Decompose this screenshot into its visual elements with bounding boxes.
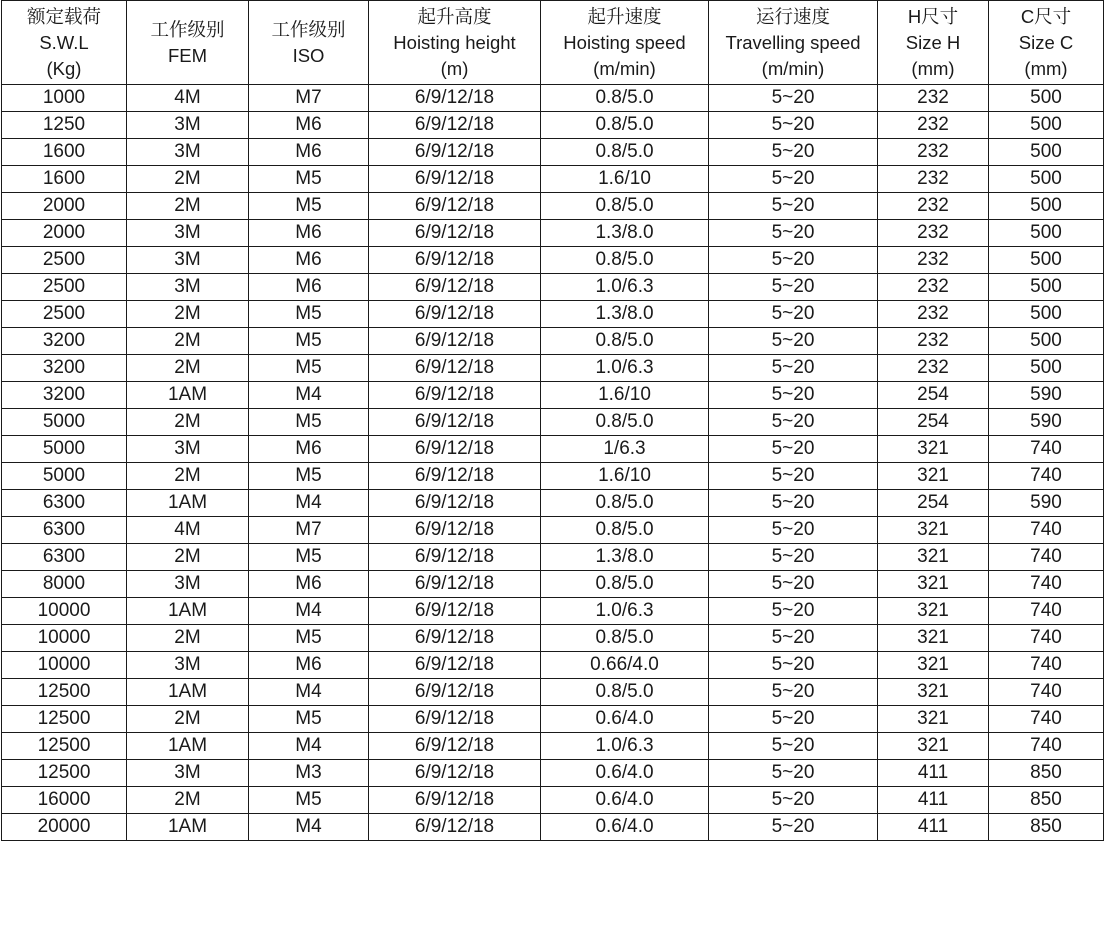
cell-hoisting-height: 6/9/12/18 — [369, 787, 541, 814]
table-row — [2, 571, 1104, 598]
table-row — [2, 355, 1104, 382]
cell-fem-class: 3M — [127, 760, 249, 787]
cell-hoisting-height: 6/9/12/18 — [369, 112, 541, 139]
cell-fem-class: 1AM — [127, 598, 249, 625]
cell-fem-class: 3M — [127, 571, 249, 598]
cell-size-c: 500 — [989, 247, 1104, 274]
cell-travelling-speed: 5~20 — [709, 733, 878, 760]
cell-size-h: 232 — [878, 220, 989, 247]
cell-hoisting-height: 6/9/12/18 — [369, 247, 541, 274]
cell-size-c: 740 — [989, 598, 1104, 625]
cell-travelling-speed: 5~20 — [709, 328, 878, 355]
cell-size-h: 321 — [878, 679, 989, 706]
header-size-c-cn: C尺寸 — [1020, 5, 1072, 27]
cell-travelling-speed: 5~20 — [709, 85, 878, 112]
cell-fem-class: 2M — [127, 355, 249, 382]
header-hoisting-speed-unit: (m/min) — [593, 57, 656, 79]
cell-hoisting-speed: 0.6/4.0 — [541, 760, 709, 787]
cell-size-h: 321 — [878, 652, 989, 679]
cell-fem-class: 4M — [127, 517, 249, 544]
header-hoisting-height-unit: (m) — [440, 57, 469, 79]
table-row — [2, 463, 1104, 490]
cell-travelling-speed: 5~20 — [709, 814, 878, 841]
cell-hoisting-speed: 0.8/5.0 — [541, 517, 709, 544]
cell-swl: 1600 — [2, 166, 127, 193]
header-iso-en: ISO — [292, 44, 325, 66]
cell-swl: 12500 — [2, 679, 127, 706]
cell-hoisting-height: 6/9/12/18 — [369, 166, 541, 193]
header-travelling-speed — [709, 1, 878, 85]
cell-travelling-speed: 5~20 — [709, 517, 878, 544]
cell-travelling-speed: 5~20 — [709, 436, 878, 463]
header-iso — [249, 1, 369, 85]
cell-fem-class: 2M — [127, 409, 249, 436]
cell-size-h: 232 — [878, 328, 989, 355]
cell-size-c: 850 — [989, 814, 1104, 841]
cell-iso-class: M5 — [249, 355, 369, 382]
cell-hoisting-speed: 0.8/5.0 — [541, 139, 709, 166]
header-travelling-speed-unit: (m/min) — [761, 57, 825, 79]
cell-size-c: 740 — [989, 706, 1104, 733]
cell-iso-class: M7 — [249, 517, 369, 544]
cell-hoisting-height: 6/9/12/18 — [369, 193, 541, 220]
header-size-h-cn: H尺寸 — [907, 5, 959, 27]
cell-hoisting-speed: 1.3/8.0 — [541, 220, 709, 247]
cell-hoisting-speed: 0.8/5.0 — [541, 571, 709, 598]
cell-iso-class: M5 — [249, 544, 369, 571]
table-row — [2, 490, 1104, 517]
table-row — [2, 706, 1104, 733]
header-swl-cn: 额定载荷 — [26, 5, 101, 27]
cell-size-h: 411 — [878, 814, 989, 841]
cell-fem-class: 2M — [127, 706, 249, 733]
cell-hoisting-height: 6/9/12/18 — [369, 625, 541, 652]
cell-fem-class: 1AM — [127, 814, 249, 841]
cell-travelling-speed: 5~20 — [709, 247, 878, 274]
cell-hoisting-speed: 1.6/10 — [541, 382, 709, 409]
table-row — [2, 166, 1104, 193]
cell-hoisting-speed: 1/6.3 — [541, 436, 709, 463]
header-size-h-unit: (mm) — [911, 57, 955, 79]
cell-swl: 3200 — [2, 355, 127, 382]
cell-size-c: 590 — [989, 382, 1104, 409]
cell-size-h: 232 — [878, 301, 989, 328]
crane-spec-table — [1, 0, 1104, 841]
cell-size-h: 321 — [878, 706, 989, 733]
cell-size-h: 232 — [878, 85, 989, 112]
cell-size-c: 740 — [989, 517, 1104, 544]
cell-iso-class: M6 — [249, 652, 369, 679]
cell-size-c: 740 — [989, 679, 1104, 706]
header-hoisting-height-cn: 起升高度 — [417, 5, 492, 27]
cell-swl: 6300 — [2, 490, 127, 517]
cell-iso-class: M6 — [249, 247, 369, 274]
cell-size-c: 850 — [989, 760, 1104, 787]
cell-iso-class: M5 — [249, 166, 369, 193]
header-fem — [127, 1, 249, 85]
cell-hoisting-height: 6/9/12/18 — [369, 760, 541, 787]
cell-swl: 8000 — [2, 571, 127, 598]
cell-fem-class: 1AM — [127, 490, 249, 517]
cell-size-c: 500 — [989, 274, 1104, 301]
cell-swl: 1250 — [2, 112, 127, 139]
cell-size-h: 254 — [878, 382, 989, 409]
header-hoisting-speed-en: Hoisting speed — [563, 31, 686, 53]
cell-hoisting-height: 6/9/12/18 — [369, 328, 541, 355]
header-hoisting-height-en: Hoisting height — [393, 31, 516, 53]
table-row — [2, 598, 1104, 625]
cell-size-h: 321 — [878, 436, 989, 463]
cell-size-h: 321 — [878, 463, 989, 490]
cell-iso-class: M6 — [249, 112, 369, 139]
cell-iso-class: M6 — [249, 220, 369, 247]
table-row — [2, 625, 1104, 652]
cell-hoisting-height: 6/9/12/18 — [369, 463, 541, 490]
cell-swl: 2500 — [2, 301, 127, 328]
cell-fem-class: 3M — [127, 112, 249, 139]
cell-hoisting-speed: 0.8/5.0 — [541, 193, 709, 220]
header-hoisting-speed — [541, 1, 709, 85]
cell-size-c: 500 — [989, 328, 1104, 355]
cell-iso-class: M6 — [249, 436, 369, 463]
table-body — [2, 85, 1104, 841]
cell-hoisting-speed: 1.6/10 — [541, 463, 709, 490]
cell-fem-class: 1AM — [127, 382, 249, 409]
cell-travelling-speed: 5~20 — [709, 706, 878, 733]
table-row — [2, 760, 1104, 787]
header-travelling-speed-cn: 运行速度 — [755, 5, 830, 27]
cell-swl: 3200 — [2, 328, 127, 355]
cell-iso-class: M5 — [249, 625, 369, 652]
cell-swl: 5000 — [2, 409, 127, 436]
cell-size-h: 232 — [878, 139, 989, 166]
header-hoisting-speed-cn: 起升速度 — [587, 5, 662, 27]
cell-hoisting-height: 6/9/12/18 — [369, 733, 541, 760]
cell-hoisting-height: 6/9/12/18 — [369, 436, 541, 463]
cell-travelling-speed: 5~20 — [709, 679, 878, 706]
header-size-h-en: Size H — [905, 31, 961, 53]
cell-swl: 10000 — [2, 598, 127, 625]
cell-travelling-speed: 5~20 — [709, 193, 878, 220]
cell-fem-class: 2M — [127, 463, 249, 490]
cell-hoisting-speed: 1.6/10 — [541, 166, 709, 193]
cell-fem-class: 1AM — [127, 733, 249, 760]
cell-iso-class: M4 — [249, 733, 369, 760]
cell-hoisting-speed: 1.0/6.3 — [541, 733, 709, 760]
cell-iso-class: M5 — [249, 328, 369, 355]
cell-travelling-speed: 5~20 — [709, 301, 878, 328]
cell-fem-class: 2M — [127, 544, 249, 571]
cell-travelling-speed: 5~20 — [709, 274, 878, 301]
cell-hoisting-height: 6/9/12/18 — [369, 598, 541, 625]
cell-fem-class: 3M — [127, 436, 249, 463]
cell-fem-class: 4M — [127, 85, 249, 112]
header-swl — [2, 1, 127, 85]
cell-hoisting-height: 6/9/12/18 — [369, 85, 541, 112]
cell-hoisting-height: 6/9/12/18 — [369, 220, 541, 247]
cell-iso-class: M4 — [249, 598, 369, 625]
cell-hoisting-speed: 0.8/5.0 — [541, 409, 709, 436]
table-row — [2, 409, 1104, 436]
cell-hoisting-speed: 0.8/5.0 — [541, 112, 709, 139]
cell-hoisting-speed: 0.6/4.0 — [541, 814, 709, 841]
cell-hoisting-speed: 1.3/8.0 — [541, 544, 709, 571]
table-row — [2, 436, 1104, 463]
cell-iso-class: M6 — [249, 571, 369, 598]
cell-hoisting-speed: 0.6/4.0 — [541, 706, 709, 733]
cell-size-c: 500 — [989, 85, 1104, 112]
cell-size-h: 321 — [878, 517, 989, 544]
table-row — [2, 139, 1104, 166]
cell-hoisting-height: 6/9/12/18 — [369, 571, 541, 598]
cell-swl: 2000 — [2, 193, 127, 220]
cell-hoisting-speed: 0.66/4.0 — [541, 652, 709, 679]
cell-size-h: 232 — [878, 355, 989, 382]
cell-hoisting-speed: 0.6/4.0 — [541, 787, 709, 814]
header-fem-en: FEM — [167, 44, 208, 66]
cell-iso-class: M5 — [249, 193, 369, 220]
cell-iso-class: M5 — [249, 706, 369, 733]
cell-iso-class: M5 — [249, 463, 369, 490]
cell-iso-class: M3 — [249, 760, 369, 787]
cell-size-c: 590 — [989, 409, 1104, 436]
cell-hoisting-height: 6/9/12/18 — [369, 274, 541, 301]
cell-hoisting-height: 6/9/12/18 — [369, 301, 541, 328]
cell-swl: 5000 — [2, 463, 127, 490]
cell-hoisting-height: 6/9/12/18 — [369, 679, 541, 706]
cell-swl: 10000 — [2, 652, 127, 679]
cell-swl: 1000 — [2, 85, 127, 112]
cell-iso-class: M4 — [249, 490, 369, 517]
cell-size-c: 740 — [989, 571, 1104, 598]
table-row — [2, 112, 1104, 139]
cell-fem-class: 3M — [127, 139, 249, 166]
header-size-c-en: Size C — [1018, 31, 1074, 53]
cell-hoisting-speed: 0.8/5.0 — [541, 85, 709, 112]
cell-size-h: 254 — [878, 409, 989, 436]
cell-hoisting-height: 6/9/12/18 — [369, 544, 541, 571]
table-row — [2, 787, 1104, 814]
table-header — [2, 1, 1104, 85]
cell-hoisting-speed: 0.8/5.0 — [541, 625, 709, 652]
cell-size-h: 321 — [878, 544, 989, 571]
cell-size-c: 500 — [989, 220, 1104, 247]
cell-swl: 20000 — [2, 814, 127, 841]
header-hoisting-height — [369, 1, 541, 85]
cell-travelling-speed: 5~20 — [709, 139, 878, 166]
cell-travelling-speed: 5~20 — [709, 571, 878, 598]
cell-hoisting-height: 6/9/12/18 — [369, 706, 541, 733]
cell-size-h: 232 — [878, 247, 989, 274]
cell-iso-class: M7 — [249, 85, 369, 112]
cell-size-h: 321 — [878, 733, 989, 760]
cell-travelling-speed: 5~20 — [709, 355, 878, 382]
cell-travelling-speed: 5~20 — [709, 787, 878, 814]
header-size-h — [878, 1, 989, 85]
cell-hoisting-speed: 0.8/5.0 — [541, 247, 709, 274]
cell-size-h: 411 — [878, 787, 989, 814]
cell-size-h: 232 — [878, 193, 989, 220]
cell-hoisting-height: 6/9/12/18 — [369, 517, 541, 544]
cell-size-c: 740 — [989, 652, 1104, 679]
cell-travelling-speed: 5~20 — [709, 112, 878, 139]
cell-swl: 12500 — [2, 706, 127, 733]
cell-travelling-speed: 5~20 — [709, 490, 878, 517]
cell-hoisting-speed: 1.0/6.3 — [541, 598, 709, 625]
table-row — [2, 328, 1104, 355]
cell-size-c: 590 — [989, 490, 1104, 517]
cell-swl: 12500 — [2, 733, 127, 760]
cell-hoisting-height: 6/9/12/18 — [369, 490, 541, 517]
cell-fem-class: 3M — [127, 274, 249, 301]
cell-swl: 2500 — [2, 274, 127, 301]
table-row — [2, 544, 1104, 571]
cell-iso-class: M5 — [249, 409, 369, 436]
cell-travelling-speed: 5~20 — [709, 463, 878, 490]
table-row — [2, 679, 1104, 706]
cell-size-c: 740 — [989, 625, 1104, 652]
cell-travelling-speed: 5~20 — [709, 652, 878, 679]
header-row — [2, 1, 1104, 85]
cell-size-c: 500 — [989, 166, 1104, 193]
cell-fem-class: 2M — [127, 193, 249, 220]
cell-size-c: 500 — [989, 112, 1104, 139]
header-size-c-unit: (mm) — [1024, 57, 1068, 79]
cell-swl: 6300 — [2, 517, 127, 544]
table-row — [2, 193, 1104, 220]
cell-iso-class: M4 — [249, 679, 369, 706]
table-row — [2, 517, 1104, 544]
cell-travelling-speed: 5~20 — [709, 625, 878, 652]
cell-swl: 2500 — [2, 247, 127, 274]
cell-size-h: 411 — [878, 760, 989, 787]
cell-fem-class: 3M — [127, 652, 249, 679]
cell-fem-class: 2M — [127, 166, 249, 193]
table-row — [2, 814, 1104, 841]
cell-hoisting-height: 6/9/12/18 — [369, 139, 541, 166]
cell-hoisting-height: 6/9/12/18 — [369, 355, 541, 382]
cell-size-h: 321 — [878, 598, 989, 625]
header-swl-unit: (Kg) — [46, 57, 82, 79]
cell-size-c: 500 — [989, 193, 1104, 220]
cell-swl: 5000 — [2, 436, 127, 463]
cell-swl: 16000 — [2, 787, 127, 814]
header-travelling-speed-en: Travelling speed — [725, 31, 861, 53]
cell-iso-class: M5 — [249, 301, 369, 328]
cell-fem-class: 2M — [127, 301, 249, 328]
cell-swl: 6300 — [2, 544, 127, 571]
cell-size-h: 321 — [878, 571, 989, 598]
cell-hoisting-speed: 0.8/5.0 — [541, 679, 709, 706]
cell-hoisting-height: 6/9/12/18 — [369, 814, 541, 841]
cell-size-c: 500 — [989, 355, 1104, 382]
cell-size-h: 254 — [878, 490, 989, 517]
cell-travelling-speed: 5~20 — [709, 409, 878, 436]
cell-size-c: 500 — [989, 301, 1104, 328]
cell-size-h: 232 — [878, 112, 989, 139]
cell-travelling-speed: 5~20 — [709, 220, 878, 247]
cell-travelling-speed: 5~20 — [709, 544, 878, 571]
cell-fem-class: 1AM — [127, 679, 249, 706]
header-iso-cn: 工作级别 — [271, 18, 346, 40]
cell-size-c: 740 — [989, 733, 1104, 760]
table-row — [2, 733, 1104, 760]
cell-swl: 1600 — [2, 139, 127, 166]
cell-size-c: 740 — [989, 436, 1104, 463]
cell-iso-class: M5 — [249, 787, 369, 814]
cell-hoisting-speed: 1.3/8.0 — [541, 301, 709, 328]
cell-size-c: 740 — [989, 463, 1104, 490]
cell-swl: 10000 — [2, 625, 127, 652]
cell-swl: 2000 — [2, 220, 127, 247]
table-row — [2, 274, 1104, 301]
table-row — [2, 220, 1104, 247]
header-fem-cn: 工作级别 — [150, 18, 225, 40]
cell-size-h: 321 — [878, 625, 989, 652]
cell-swl: 12500 — [2, 760, 127, 787]
cell-size-h: 232 — [878, 166, 989, 193]
cell-fem-class: 2M — [127, 787, 249, 814]
cell-hoisting-speed: 1.0/6.3 — [541, 355, 709, 382]
cell-fem-class: 3M — [127, 220, 249, 247]
table-row — [2, 382, 1104, 409]
cell-fem-class: 2M — [127, 328, 249, 355]
cell-hoisting-speed: 0.8/5.0 — [541, 328, 709, 355]
cell-hoisting-height: 6/9/12/18 — [369, 652, 541, 679]
cell-size-c: 740 — [989, 544, 1104, 571]
cell-size-h: 232 — [878, 274, 989, 301]
cell-iso-class: M4 — [249, 814, 369, 841]
table-row — [2, 247, 1104, 274]
cell-hoisting-speed: 0.8/5.0 — [541, 490, 709, 517]
table-row — [2, 301, 1104, 328]
cell-hoisting-speed: 1.0/6.3 — [541, 274, 709, 301]
cell-size-c: 850 — [989, 787, 1104, 814]
cell-iso-class: M6 — [249, 139, 369, 166]
cell-travelling-speed: 5~20 — [709, 760, 878, 787]
cell-iso-class: M6 — [249, 274, 369, 301]
cell-travelling-speed: 5~20 — [709, 166, 878, 193]
table-row — [2, 652, 1104, 679]
cell-travelling-speed: 5~20 — [709, 382, 878, 409]
cell-travelling-speed: 5~20 — [709, 598, 878, 625]
cell-fem-class: 3M — [127, 247, 249, 274]
cell-fem-class: 2M — [127, 625, 249, 652]
header-swl-en: S.W.L — [39, 31, 89, 53]
table-row — [2, 85, 1104, 112]
cell-hoisting-height: 6/9/12/18 — [369, 409, 541, 436]
cell-hoisting-height: 6/9/12/18 — [369, 382, 541, 409]
header-size-c — [989, 1, 1104, 85]
cell-size-c: 500 — [989, 139, 1104, 166]
cell-iso-class: M4 — [249, 382, 369, 409]
cell-swl: 3200 — [2, 382, 127, 409]
